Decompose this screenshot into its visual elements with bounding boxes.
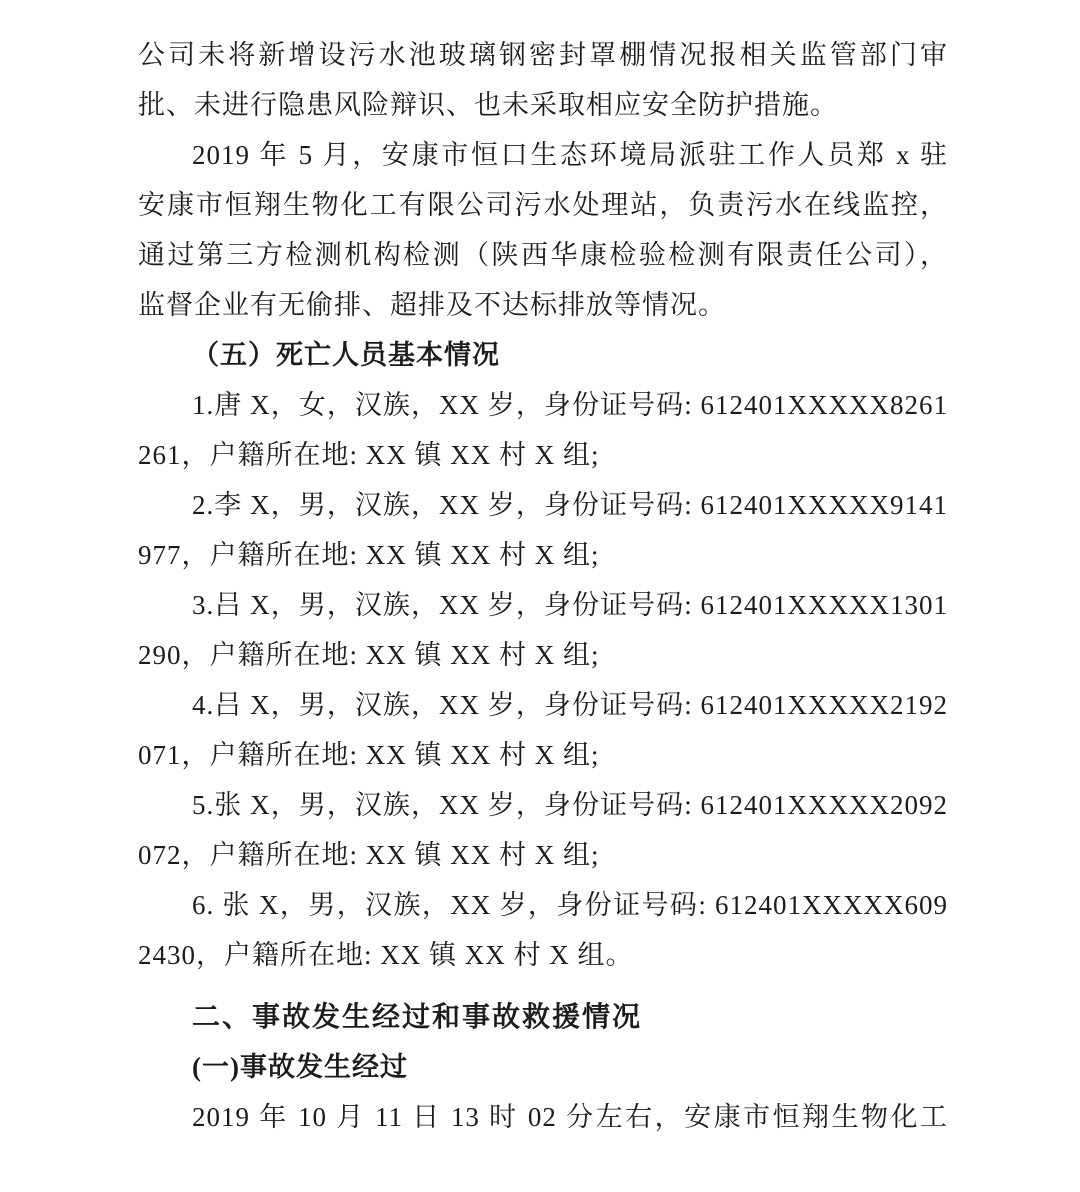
deceased-4-line-1: 4.吕 X，男，汉族，XX 岁，身份证号码: 612401XXXXX2192 <box>192 690 948 720</box>
deceased-5-line-2: 072，户籍所在地: XX 镇 XX 村 X 组; <box>138 840 600 870</box>
para-safety-violation-line-2: 批、未进行隐患风险辩识、也未采取相应安全防护措施。 <box>138 90 838 120</box>
deceased-2-line-1: 2.李 X，男，汉族，XX 岁，身份证号码: 612401XXXXX9141 <box>192 490 948 520</box>
deceased-4-line-2: 071，户籍所在地: XX 镇 XX 村 X 组; <box>138 740 600 770</box>
deceased-5-line-1: 5.张 X，男，汉族，XX 岁，身份证号码: 612401XXXXX2092 <box>192 790 948 820</box>
para-inspector-line-1: 2019 年 5 月，安康市恒口生态环境局派驻工作人员郑 x 驻 <box>192 140 948 170</box>
heading-accident-process-and-rescue: 二、事故发生经过和事故救援情况 <box>192 1001 643 1032</box>
deceased-6-line-1: 6. 张 X，男，汉族，XX 岁，身份证号码: 612401XXXXX609 <box>192 890 948 920</box>
para-inspector-line-2: 安康市恒翔生物化工有限公司污水处理站，负责污水在线监控， <box>138 190 948 220</box>
deceased-3-line-1: 3.吕 X，男，汉族，XX 岁，身份证号码: 612401XXXXX1301 <box>192 590 948 620</box>
deceased-1-line-2: 261，户籍所在地: XX 镇 XX 村 X 组; <box>138 440 600 470</box>
heading-deceased-basic-info: （五）死亡人员基本情况 <box>192 340 500 370</box>
deceased-3-line-2: 290，户籍所在地: XX 镇 XX 村 X 组; <box>138 640 600 670</box>
para-accident-occurrence-line-1: 2019 年 10 月 11 日 13 时 02 分左右，安康市恒翔生物化工 <box>192 1102 948 1132</box>
para-inspector-line-4: 监督企业有无偷排、超排及不达标排放等情况。 <box>138 290 726 320</box>
deceased-6-line-2: 2430，户籍所在地: XX 镇 XX 村 X 组。 <box>138 940 634 970</box>
para-safety-violation-line-1: 公司未将新增设污水池玻璃钢密封罩棚情况报相关监管部门审 <box>138 40 948 70</box>
deceased-2-line-2: 977，户籍所在地: XX 镇 XX 村 X 组; <box>138 540 600 570</box>
deceased-1-line-1: 1.唐 X，女，汉族，XX 岁，身份证号码: 612401XXXXX8261 <box>192 390 948 420</box>
heading-accident-process: (一)事故发生经过 <box>192 1052 408 1082</box>
document-content <box>138 30 948 1142</box>
para-inspector-line-3: 通过第三方检测机构检测（陕西华康检验检测有限责任公司）， <box>138 240 948 270</box>
